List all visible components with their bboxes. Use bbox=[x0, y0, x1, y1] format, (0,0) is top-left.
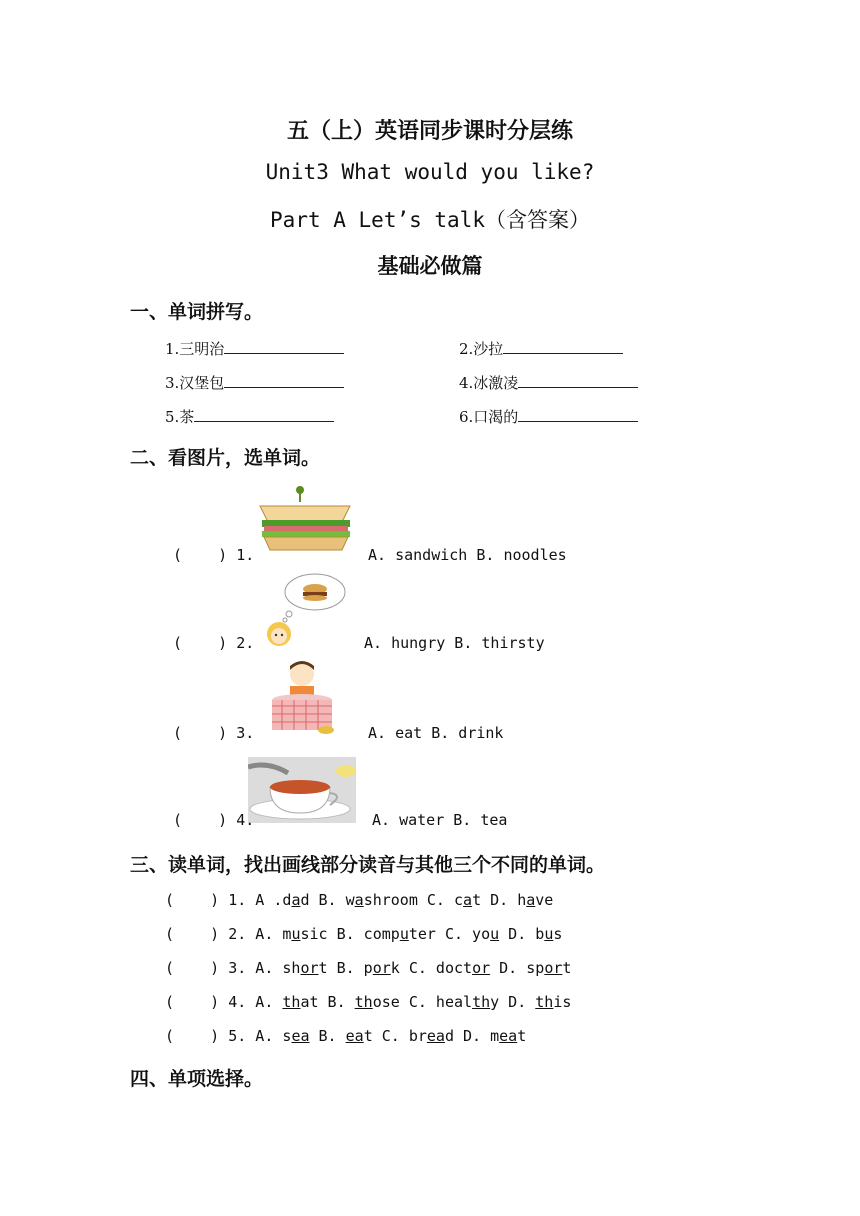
boy-eating-image bbox=[266, 658, 342, 740]
section3-heading: 三、读单词，找出画线部分读音与其他三个不同的单词。 bbox=[130, 854, 606, 876]
spelling-item-2: 2.沙拉 bbox=[459, 338, 623, 359]
pic-item-4-options: A. water B. tea bbox=[372, 811, 508, 829]
phonics-row-5: ( ) 5. A. sea B. eat C. bread D. meat bbox=[165, 1027, 527, 1045]
section2-heading: 二、看图片，选单词。 bbox=[130, 447, 321, 469]
part-title: Part A Let’s talk（含答案） bbox=[270, 208, 590, 232]
pic-item-3-number: ( ) 3. bbox=[173, 724, 255, 742]
hungry-girl-image bbox=[263, 570, 349, 650]
phonics-row-4: ( ) 4. A. that B. those C. healthy D. this bbox=[165, 993, 572, 1011]
spelling-item-5: 5.茶 bbox=[165, 406, 334, 427]
pic-item-4-number: ( ) 4. bbox=[173, 811, 255, 829]
page-title: 五（上）英语同步课时分层练 bbox=[286, 119, 573, 144]
spelling-item-3: 3.汉堡包 bbox=[165, 372, 344, 393]
section4-heading: 四、单项选择。 bbox=[130, 1068, 264, 1090]
tea-cup-image bbox=[248, 757, 356, 823]
spelling-item-4: 4.冰激凌 bbox=[459, 372, 638, 393]
pic-item-1-number: ( ) 1. bbox=[173, 546, 255, 564]
unit-title: Unit3 What would you like? bbox=[265, 160, 595, 184]
phonics-row-3: ( ) 3. A. short B. pork C. doctor D. sport bbox=[165, 959, 572, 977]
pic-item-2-number: ( ) 2. bbox=[173, 634, 255, 652]
pic-item-2-options: A. hungry B. thirsty bbox=[364, 634, 545, 652]
level-title: 基础必做篇 bbox=[377, 254, 483, 278]
spelling-item-6: 6.口渴的 bbox=[459, 406, 638, 427]
pic-item-3-options: A. eat B. drink bbox=[368, 724, 504, 742]
phonics-row-2: ( ) 2. A. music B. computer C. you D. bus bbox=[165, 925, 563, 943]
pic-item-1-options: A. sandwich B. noodles bbox=[368, 546, 567, 564]
spelling-item-1: 1.三明治 bbox=[165, 338, 344, 359]
sandwich-image bbox=[250, 484, 360, 560]
phonics-row-1: ( ) 1. A .dad B. washroom C. cat D. have bbox=[165, 891, 554, 909]
section1-heading: 一、单词拼写。 bbox=[130, 301, 264, 323]
